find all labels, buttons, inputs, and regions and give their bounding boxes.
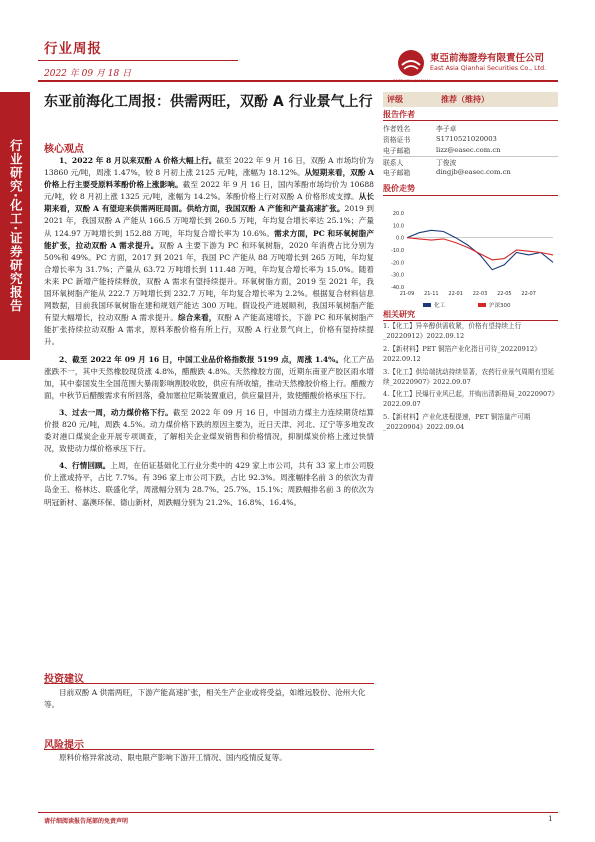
risk-heading: 风险提示 xyxy=(44,740,84,751)
y-tick-label: -20.0 xyxy=(391,260,404,267)
paragraph-3: 3、过去一周，动力煤价格下行。截至 2022 年 09 月 16 日，中国动力煤主力连续期货结算价报 820 元/吨，周跌 4.5%。动力煤价格下跌的原因主要为，近日天津、河北、辽宁等多地发改委对港口煤炭企业开展专项调查，了解相关企业煤炭销售和价格情况，抑制煤炭价格上涨过快情况，致使动力煤价格承压下行。 xyxy=(44,407,374,454)
stock-chart-divider xyxy=(383,195,558,196)
series-line xyxy=(407,230,553,269)
legend-swatch xyxy=(423,303,431,307)
analyst-row: 电子邮箱 lizz@easec.com.cn xyxy=(383,145,501,155)
related-item[interactable]: 2.【新材料】PET 铜箔产业化指日可待_20220912》2022.09.12 xyxy=(383,344,541,363)
paragraph-2: 2、截至 2022 年 09 月 16 日，中国工业品价格指数报 5199 点，周涨 1.4%。化工产品涨跌不一，其中天然橡胶现货涨 4.8%，醋酸跌 4.8%。天然橡胶方面，近期东南亚产胶区雨水增加，其中泰国发生全国范围大暴雨影响割胶收胶，供应有所收缩，推动天然橡胶价格上行。醋酸方面，中秋节后醋酸需求有所回落，叠加塞拉尼斯装置重启，供应量回升，致使醋酸价格承压下行。 xyxy=(44,354,375,400)
sidebar-label: 行业研究·化工·证券研究报告 xyxy=(8,139,24,313)
stock-price-chart xyxy=(383,207,558,317)
footer-divider xyxy=(38,812,558,813)
company-logo-caption: EAST ASIA QIANHAI xyxy=(393,78,430,83)
stock-chart-heading: 股价走势 xyxy=(383,184,415,193)
header-bottom-divider xyxy=(38,80,558,82)
page-number: 1 xyxy=(548,814,553,823)
related-research-heading: 相关研究 xyxy=(383,310,415,319)
legend-label: 沪深300 xyxy=(489,303,511,309)
paragraph-4: 4、行情回顾。上周，在佰证基础化工行业分类中的 429 家上市公司，共有 33 家上市公司股价上涨或持平，占比 7.7%。有 396 家上市公司下跌，占比 92.3%。周涨幅排名前 3 的依次为青岛金王、格林达、联盛化学，周涨幅分别为 28.7%、25.7%、15.1%；周跌幅排名前 3 的依次为明冠新材、嘉澳环保、德山新材，周跌幅分别为 21.2%、16.8%、16.4%。 xyxy=(44,461,374,507)
rating-value: 推荐（维持） xyxy=(441,95,489,104)
footer-disclaimer[interactable]: 请仔细阅读报告尾部的免责声明 xyxy=(44,818,129,825)
analyst-table xyxy=(383,122,558,178)
report-type: 行业周报 xyxy=(44,41,102,57)
analyst-row: 资格证书 S1710521020003 xyxy=(383,134,497,144)
y-tick-label: -10.0 xyxy=(391,248,404,254)
y-tick-label: 20.0 xyxy=(392,211,404,217)
investment-heading: 投资建议 xyxy=(44,674,84,685)
x-tick-label: 22-05 xyxy=(497,291,512,297)
risk-text: 原料价格异常波动、限电限产影响下游开工情况、国内疫情反复等。 xyxy=(59,753,287,762)
company-name-cn: 東亞前海證券有限責任公司 xyxy=(430,53,545,64)
x-tick-label: 22-07 xyxy=(521,291,536,297)
related-item[interactable]: 4.【化工】民爆行业风已起，并购出清新格局_20220907》2022.09.07 xyxy=(383,390,555,409)
y-tick-label: -40.0 xyxy=(391,285,404,291)
company-logo-icon xyxy=(396,48,426,78)
report-date: 2022 年 09 月 18 日 xyxy=(44,69,132,79)
analyst-divider xyxy=(383,120,558,121)
analyst-heading: 报告作者 xyxy=(383,110,415,119)
y-tick-label: -30.0 xyxy=(391,272,404,279)
y-tick-label: 10.0 xyxy=(392,223,404,230)
analyst-row: 作者姓名 李子卓 xyxy=(383,124,457,133)
related-research-divider xyxy=(383,320,558,321)
report-title: 东亚前海化工周报：供需两旺，双酚 A 行业景气上行 xyxy=(44,94,373,110)
related-item[interactable]: 1.【化工】异辛醇供需收紧，价格有望持续上行_20220912》2022.09.12 xyxy=(383,322,522,340)
analyst-row: 联系人 丁俊波 xyxy=(383,156,558,167)
x-tick-label: 22-03 xyxy=(472,291,488,297)
x-tick-label: 21-09 xyxy=(399,291,415,297)
investment-text: 目前双酚 A 供需两旺，下游产能高速扩张，相关生产企业或将受益，如维远股份、沧州大化等。 xyxy=(44,688,366,709)
company-name-en: East Asia Qianhai Securities Co., Ltd. xyxy=(430,65,547,72)
risk-divider xyxy=(44,749,374,750)
analyst-row: 电子邮箱 dingjb@easec.com.cn xyxy=(383,168,511,178)
x-tick-label: 22-01 xyxy=(448,291,463,297)
related-item[interactable]: 5.【新材料】产业化进程提速，PET 铜箔量产可期_20220904》2022.09.04 xyxy=(383,413,531,432)
rating-bar xyxy=(383,92,558,107)
paragraph-1: 1、2022 年 8 月以来双酚 A 价格大幅上行。截至 2022 年 9 月 16 日，双酚 A 市场均价为 13860 元/吨，周涨 1.47%，较 8 月初上涨 2125 元/吨，涨幅为 18.12%。从短期来看，双酚 A 价格上行主要受原料苯酚价格上涨影响。截至 2022 年 9 月 16 日，国内苯酚市场均价为 10688 元/吨，较 8 月初上涨 1325 元/吨，涨幅为 14.2%。苯酚价格上行对双酚 A 价格形成支撑。从长期来看，双酚 A 有望迎来供需两旺局面。供给方面，我国双酚 A 产能和产量高速扩张。2019 到 2021 年，我国双酚 A 产能从 166.5 万吨增长到 260.5 万吨，年均复合增长率达 25.1%；产量从 124.97 万吨增长到 152.88 万吨，年均复合增长率为 10.6%。需求方面，PC 和环氧树脂产能扩张，拉动双酚 A 需求提升。双酚 A 主要下游为 PC 和环氧树脂，2020 年消费占比分别为 50%和 49%。PC 方面，2017 到 2021 年，我国 PC 产能从 88 万吨增长到 265 万吨，年均复合增长率为 31.7%；产量从 63.72 万吨增长到 111.48 万吨，年均复合增长率为 15.0%。随着未来 PC 新增产能持续释放，双酚 A 需求有望持续提升。环氧树脂方面，2019 至 2021 年，我国环氧树脂产能从 222.7 万吨增长到 232.7 万吨，年均复合增长率为 2.2%。根据复合材料信息网数据，目前我国环氧树脂在建和规划产能达 300 万吨。假设投产进展顺利，我国环氧树脂产能有望大幅增长，拉动双酚 A 需求提升。综合来看，双酚 A 产能高速增长，下游 PC 和环氧树脂产能扩张持续拉动双酚 A 需求，原料苯酚价格有所上行，双酚 A 行业景气向上，价格有望持续提升。 xyxy=(44,156,375,347)
investment-divider xyxy=(44,683,374,684)
core-views-body xyxy=(44,155,374,514)
report-category-sidebar xyxy=(0,92,30,360)
legend-swatch xyxy=(478,303,486,307)
legend-label: 化工 xyxy=(434,303,446,309)
y-tick-label: 0.0 xyxy=(396,235,404,242)
related-research-list xyxy=(383,322,558,436)
x-tick-label: 21-11 xyxy=(424,291,439,297)
rating-label: 评级 xyxy=(387,95,403,104)
core-views-heading: 核心观点 xyxy=(44,144,84,155)
header-divider xyxy=(38,60,238,61)
series-line xyxy=(407,238,553,260)
related-item[interactable]: 3.【化工】供给端扰动持续显著，农药行业景气周期有望延续_20220907》2022.09.07 xyxy=(383,367,555,386)
